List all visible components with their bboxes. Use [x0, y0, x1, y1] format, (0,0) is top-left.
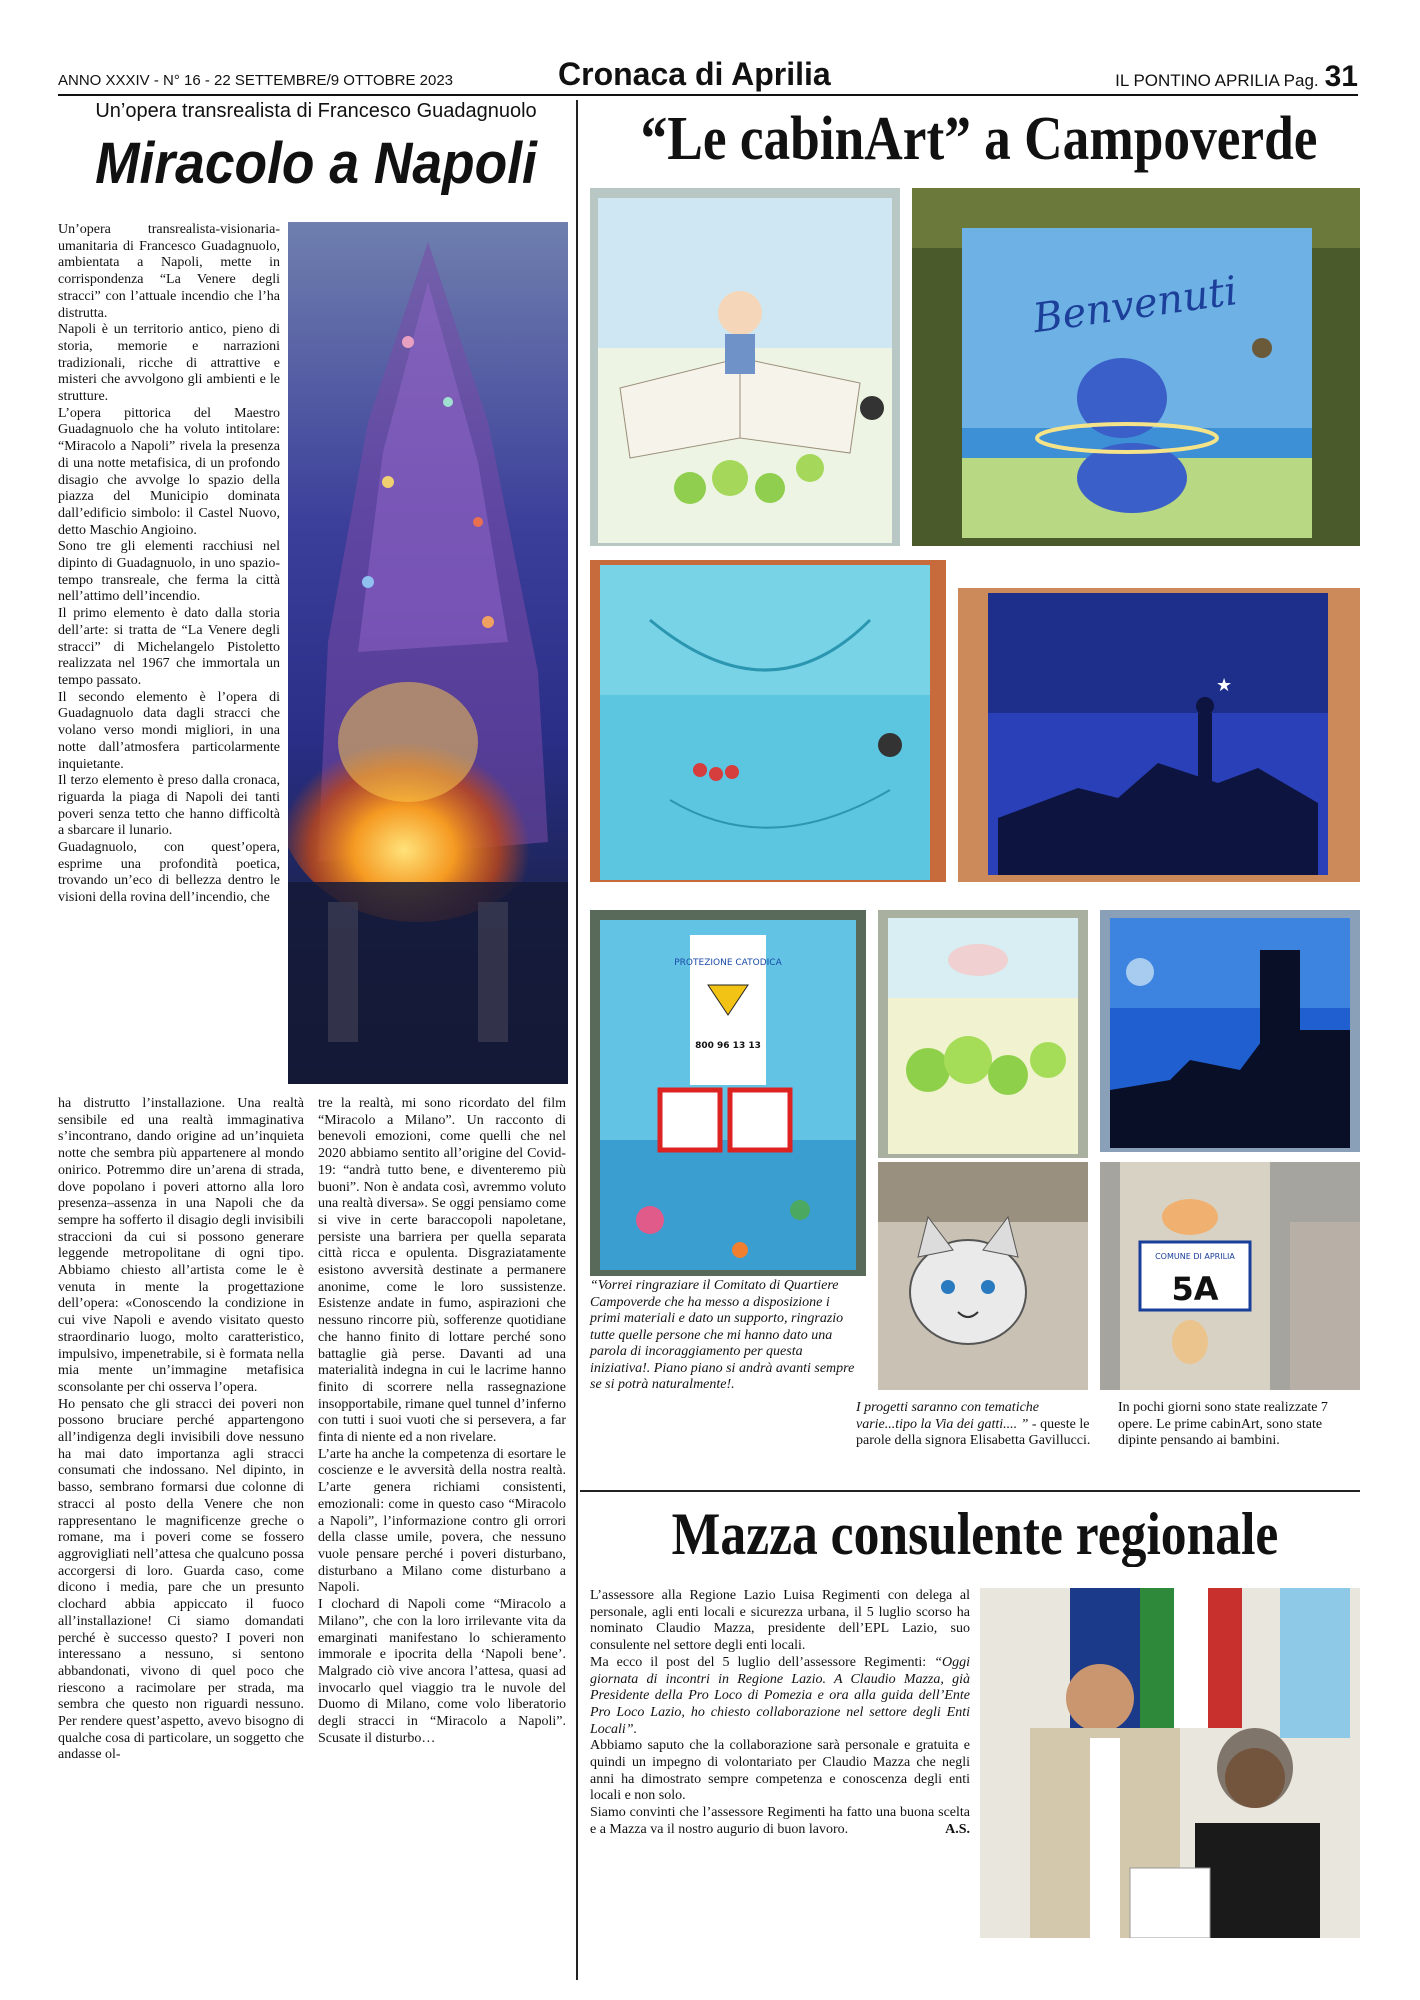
article1-kicker: Un’opera transrealista di Francesco Guadagnuolo [95, 100, 537, 122]
painting-miracolo-a-napoli [288, 222, 568, 1084]
paragraph-text: Siamo convinti che l’assessore Regimenti ha fatto una buona scelta e a Mazza va il nostro augurio di buon lavoro. [590, 1805, 970, 1837]
paragraph: Guadagnuolo, con quest’opera, esprime una profondità poetica, trovando un’eco di bellezza dentro le visioni della rovina dell’incendio, che [58, 840, 280, 906]
article1-column-b [58, 1096, 304, 1764]
paragraph: Napoli è un territorio antico, pieno di storia, memorie e narrazioni tradizionali, ricche di attrattive e misteri che avvolgono gli ambienti e le strutture. [58, 322, 280, 405]
paragraph: L’opera pittorica del Maestro Guadagnuolo che ha voluto intitolare: “Miracolo a Napoli” rivela la presenza di una notte metafisica, di un profondo disagio che avvolge lo spazio della piazza del Municipio dominata dall’edificio simbolo: il Castel Nuovo, detto Maschio Angioino. [58, 405, 280, 538]
plaque-number: 5A [1171, 1270, 1219, 1308]
article1-title: Miracolo a Napoli [95, 131, 537, 196]
section-divider [580, 1490, 1360, 1492]
box-text: Benvenuti [1030, 268, 1241, 343]
caption-gavillucci [856, 1400, 1096, 1450]
photo-mazza-regimenti [980, 1588, 1360, 1938]
article2-title: “Le cabinArt” a Campoverde [640, 105, 1318, 173]
caption-gavillucci-attribution: - queste le parole della signora Elisabetta Gavillucci. [856, 1416, 1091, 1448]
paper-page [1115, 60, 1358, 94]
issue-info: ANNO XXXIV - N° 16 - 22 SETTEMBRE/9 OTTOBRE 2023 [58, 72, 454, 89]
sign-civic: PROTEZIONE CATODICA [674, 958, 782, 968]
paragraph [590, 1655, 970, 1739]
caption-quote: “Vorrei ringraziare il Comitato di Quartiere Campoverde che ha messo a disposizione i primi materiali e dato un supporto, ringrazio tutte quelle persone che mi hanno dato una parola di incoraggiamento per questa iniziativa!. Piano piano si andrà avanti sempre se si potrà naturalmente!. [590, 1278, 855, 1392]
post-quote: “Oggi giornata di incontri in Regione Lazio. A Claudio Mazza, già Presidente della Pro Loco di Pomezia e ora alla guida dell’Ente Pro Loco Lazio, ho chiesto collaborazione nel settore degli Enti Locali”. [590, 1654, 970, 1737]
paper-name: IL PONTINO APRILIA Pag. [1115, 71, 1319, 90]
svg-text:★: ★ [1216, 675, 1233, 696]
paragraph: Abbiamo saputo che la collaborazione sarà personale e gratuita e quindi un impegno di volontariato per Claudio Mazza che negli anni ha dimostrato sempre competenza e conoscenza degli enti locali e non solo. [590, 1738, 970, 1804]
paragraph: L’arte ha anche la competenza di esortare le coscienze e le avversità della nostra realtà. L’arte genera richiami consistenti, emozionali: come in questo caso “Miracolo a Napoli”, l’informazione contro gli orrori della classe umile, povera, che nessuno vuole pensare perché i poveri disturbano, disturbano a Milano come disturbano a Napoli. [318, 1446, 566, 1596]
paragraph [590, 1805, 970, 1838]
caption-gavillucci-quote: I progetti saranno con tematiche varie...tipo la Via dei gatti.... ” [856, 1400, 1040, 1432]
sign-phone: 800 96 13 13 [695, 1041, 761, 1051]
paragraph: Ho pensato che gli stracci dei poveri non possono bruciare perché appartengono all’indigenza degli invisibili dove nessuno ha mai dato importanza agli stracci consumati che indossano. Nel dipinto, in basso, sembrano formarsi due colonne di stracci al posto della Venere che non rappresentano le magnificenze greche o romane, ma i poveri come se fossero aggrovigliati nell’attesa che qualcuno possa accorgersi di loro. Guarda caso, come dicono i media, pare che un presunto clochard abbia appiccato il fuoco all’installazione! Ci siamo domandati perché è successo questo? I poveri non interessano a nessuno, si sentono abbandonati, vivono di quel poco che riescono a racimolare per strada, ma sembra che questo non riguardi nessuno. Per rendere quest’aspetto, avevo bisogno di qualche cosa di particolare, un soggetto che andasse ol- [58, 1396, 304, 1763]
paragraph: L’assessore alla Regione Lazio Luisa Regimenti con delega al personale, agli enti locali e sicurezza urbana, il 5 luglio scorso ha nominato Claudio Mazza, presidente dell’EPL Lazio, suo consulente nel settore degli enti locali. [590, 1588, 970, 1654]
caption-opere: In pochi giorni sono state realizzate 7 opere. Le prime cabinArt, sono state dipinte pensando ai bambini. [1118, 1400, 1328, 1448]
cabin-photo-trees [878, 910, 1088, 1158]
page-header [58, 56, 1358, 96]
signature: A.S. [945, 1821, 970, 1837]
article1-column-c [318, 1096, 566, 1747]
cabin-photo-benvenuti [912, 188, 1360, 546]
cabin-photo-plaque [1100, 1162, 1360, 1390]
paragraph: tre la realtà, mi sono ricordato del film “Miracolo a Milano”. Un racconto di benevoli emozioni, come quelli che nel 2020 abbiamo sentito all’origine del Covid-19: “andrà tutto bene, e diventeremo più buoni”. Non è andata così, avremmo voluto una realtà diversa». Se oggi pensiamo come si vive in certe baraccopoli napoletane, persiste una barriera per quella separata città ricca e opulenta. Disgraziatamente esistono avversità destinate a permanere anonime, come le loro sussistenze. Esistenze andate in fumo, aspirazioni che nessuno rincorre più, sofferenze quotidiane che hanno finito di lottare perché sono battaglie già perse. Davanti ad una materialità indegna in cui le lacrime hanno finito di scorrere nella rassegnazione insopportabile, rimane quel tunnel d’inferno con tutti i suoi vuoti che si persevera, a far finta di niente ed a non rivelare. [318, 1096, 566, 1446]
cabin-photo-turquoise [590, 560, 946, 882]
paragraph: Il secondo elemento è l’opera di Guadagnuolo data dagli stracci che volano verso mondi migliori, in una notte dall’atmosfera particolarmente inquietante. [58, 689, 280, 772]
paragraph: Il terzo elemento è preso dalla cronaca, riguarda la piaga di Napoli dei tanti poveri senza tetto che hanno difficoltà a sbarcare il lunario. [58, 773, 280, 839]
cabin-photo-night-cat [1100, 910, 1360, 1152]
plaque-city: COMUNE DI APRILIA [1155, 1252, 1235, 1261]
column-divider [576, 100, 578, 1980]
paragraph: ha distrutto l’installazione. Una realtà sensibile ed una realtà immaginativa s’incontrano, dando origine ad un’inquieta notte che sembra più appartenere al mondo onirico. Potremmo dire un’arena di strada, dove popolano i poveri attorno alla loro presenza–assenza in una Napoli che da sempre ha sofferto il disagio degli invisibili straccioni da cui si possono generare leggende metropolitane di ogni tipo. Abbiamo chiesto all’artista come le è venuta in mente la progettazione dell’opera: «Conoscendo la condizione in cui vive Napoli e avendo visitato questo straordinario luogo, molto caratteristico, impulsivo, impenetrabile, si è formata nella mia mente un’immagine metafisica sconsolante per chi osserva l’opera. [58, 1096, 304, 1395]
cabin-photo-night-girl [958, 588, 1360, 882]
cabin-photo-book-child [590, 188, 900, 546]
cabin-photo-sea-signs [590, 910, 866, 1276]
paragraph: Sono tre gli elementi racchiusi nel dipinto di Guadagnuolo, in uno spazio-tempo transreale, che ferma la città nell’attimo dell’incendio. [58, 539, 280, 605]
section-title: Cronaca di Aprilia [558, 56, 831, 92]
page-number: 31 [1324, 60, 1358, 93]
article3-body [590, 1588, 970, 1839]
article1-column-a [58, 222, 280, 907]
paragraph: Il primo elemento è dato dalla storia dell’arte: si tratta de “La Venere degli stracci” di Michelangelo Pistoletto realizzata nel 1967 che immortala un tempo passato. [58, 606, 280, 688]
article3-title: Mazza consulente regionale [671, 1501, 1279, 1567]
post-lead: Ma ecco il post del 5 luglio dell’assessore Regimenti: [590, 1654, 935, 1670]
cabin-photo-cat-face [878, 1162, 1088, 1390]
paragraph: I clochard di Napoli come “Miracolo a Milano”, che con la loro irrilevante vita da emarginati manifestano lo schieramento immorale e ipocrita della ‘Napoli bene’. Malgrado ciò vive ancora l’attesa, quasi ad invocarlo quel viaggio tra le nuvole del Duomo di Milano, come volo liberatorio degli stracci in “Miracolo a Napoli”. Scusate il disturbo… [318, 1597, 566, 1746]
paragraph: Un’opera transrealista-visionaria-umanitaria di Francesco Guadagnuolo, ambientata a Napoli, mette in corrispondenza “La Venere degli stracci” con l’attuale incendio che l’ha distrutta. [58, 222, 280, 321]
